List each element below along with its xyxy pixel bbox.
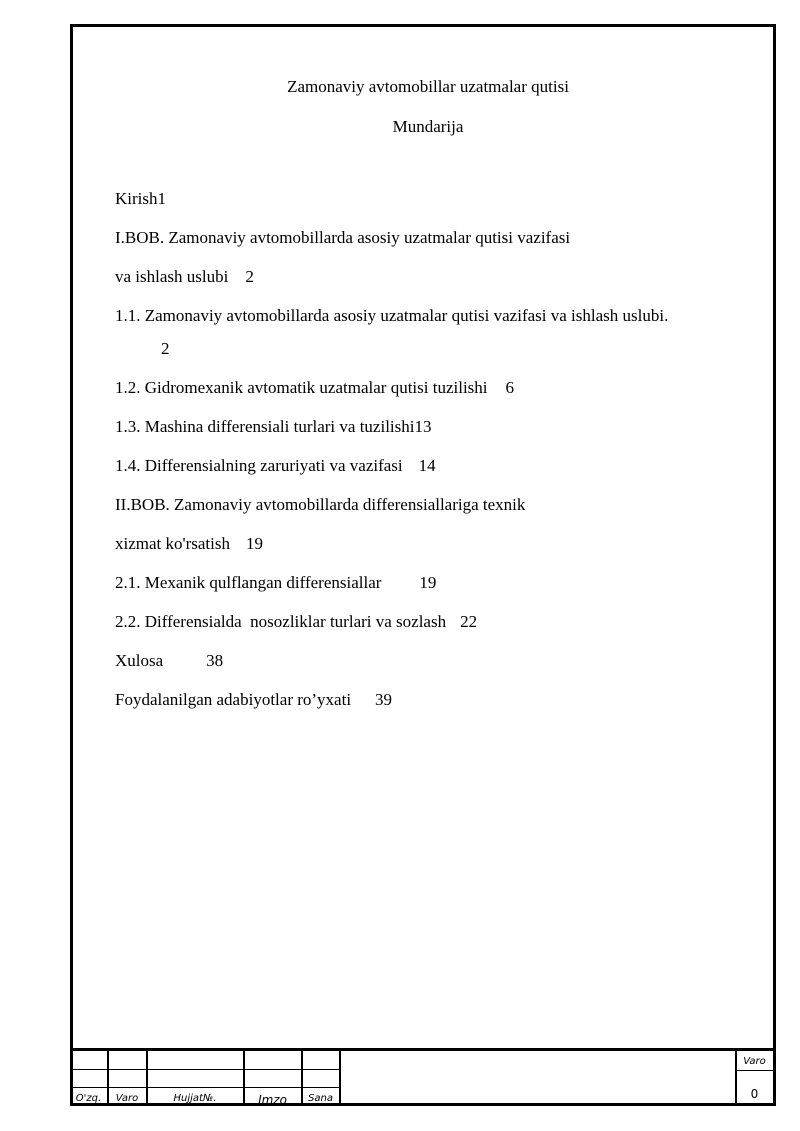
sheet-number: 0 [750, 1087, 759, 1101]
column-label-hujjat: Hujjat№. [173, 1093, 217, 1104]
toc-entry-text: 1.4. Differensialning zaruriyati va vazifasi [115, 456, 403, 475]
title-block-stamp [70, 1048, 776, 1106]
toc-entry [115, 534, 263, 554]
toc-entry-text: va ishlash uslubi [115, 267, 229, 286]
sheet-label: Varo [743, 1056, 766, 1067]
toc-entry-text: II.BOB. Zamonaviy avtomobillarda differensiallariga texnik [115, 495, 526, 514]
toc-entry-page: 38 [206, 651, 224, 670]
toc-entry-text: I.BOB. Zamonaviy avtomobillarda asosiy uzatmalar qutisi vazifasi [115, 228, 571, 247]
toc-entry-page: 13 [414, 417, 432, 436]
column-label-ozq: O'zq. [75, 1093, 102, 1104]
toc-entry-page: 6 [505, 378, 515, 397]
toc-entry-page: 22 [460, 612, 478, 631]
column-label-sana: Sana [308, 1093, 333, 1104]
toc-entry-text: Foydalanilgan adabiyotlar ro’yxati [115, 690, 352, 709]
toc-entry-text: 1.3. Mashina differensiali turlari va tuzilishi [115, 417, 415, 436]
toc-entry [115, 651, 223, 671]
toc-entry-text: 1.1. Zamonaviy avtomobillarda asosiy uzatmalar qutisi vazifasi va ishlash uslubi. [115, 306, 669, 325]
toc-entry-text: 1.2. Gidromexanik avtomatik uzatmalar qutisi tuzilishi [115, 378, 488, 397]
column-label-varo: Varo [115, 1093, 139, 1104]
toc-entry [115, 612, 477, 632]
toc-entry [115, 267, 254, 287]
toc-entry-text: 2.2. Differensialda nosozliklar turlari va sozlash [115, 612, 447, 631]
toc-entry-page: 2 [161, 339, 170, 358]
toc-entry-text: 2.1. Mexanik qulflangan differensiallar [115, 573, 382, 592]
toc-entry [115, 378, 514, 398]
toc-entry [115, 690, 392, 710]
toc-entry-text: Kirish [115, 189, 158, 208]
column-label-imzo: Imzo [258, 1093, 287, 1107]
toc-entry [115, 495, 525, 515]
toc-entry [115, 573, 436, 593]
toc-entry-page: 14 [418, 456, 436, 475]
toc-entry-page: 19 [419, 573, 437, 592]
toc-entry-text: xizmat ko'rsatish [115, 534, 230, 553]
document-subtitle: Mundarija [392, 117, 464, 136]
document-title: Zamonaviy avtomobillar uzatmalar qutisi [287, 77, 569, 96]
toc-entry-page: 39 [375, 690, 393, 709]
toc-entry-text: Xulosa [115, 651, 164, 670]
toc-entry [115, 456, 436, 476]
toc-entry-page: 2 [245, 267, 254, 286]
toc-entry-page: 19 [245, 534, 263, 553]
toc-entry [115, 306, 668, 326]
page-frame [70, 24, 776, 1106]
toc-entry [115, 228, 570, 248]
toc-entry [115, 417, 431, 437]
toc-entry [115, 189, 166, 209]
toc-entry-page: 1 [157, 189, 166, 208]
